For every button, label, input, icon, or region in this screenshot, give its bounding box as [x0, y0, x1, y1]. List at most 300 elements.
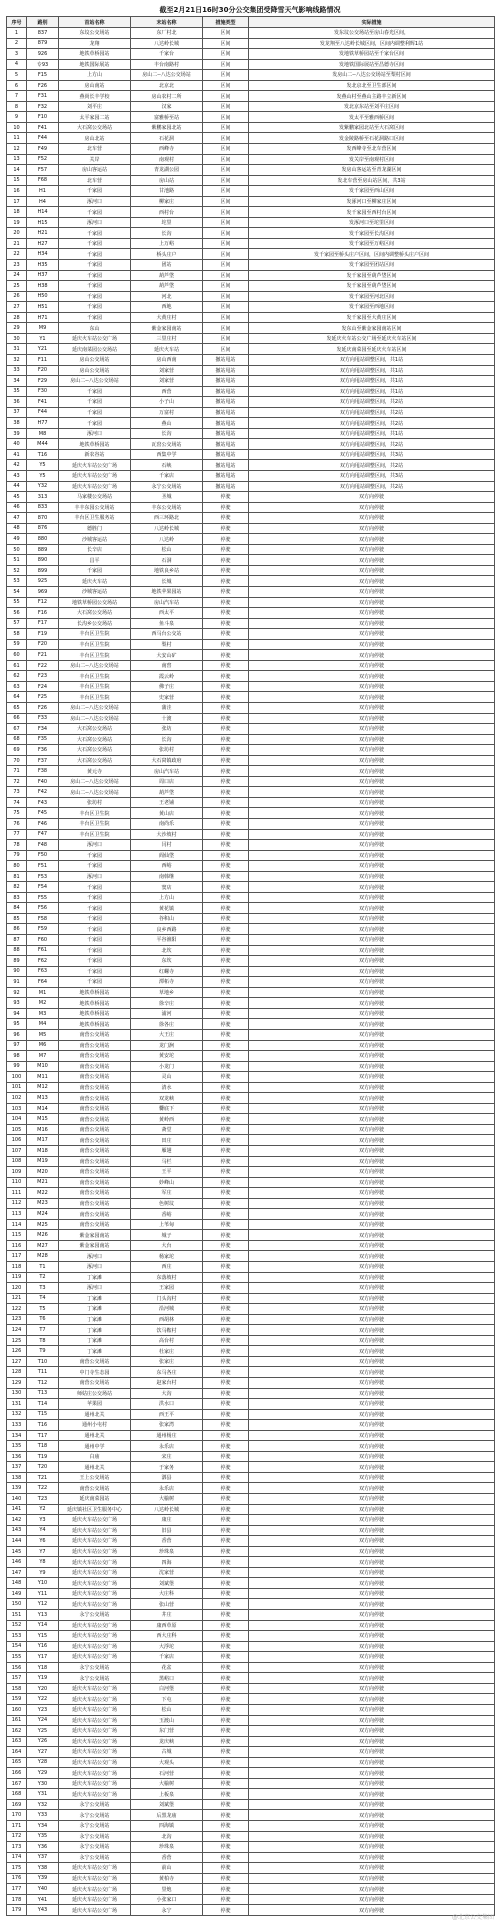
table-header-row [7, 17, 495, 28]
cell-route: F44 [27, 133, 59, 144]
cell-end: 四海 [131, 1557, 203, 1568]
cell-plan: 双方向停驶 [249, 987, 495, 998]
table-row [7, 238, 495, 249]
table-row [7, 492, 495, 503]
cell-plan: 双方向停驶 [249, 1494, 495, 1505]
cell-start: 房山公交场站 [59, 354, 131, 365]
cell-no: 139 [7, 1483, 27, 1494]
cell-end: 王平 [131, 1167, 203, 1178]
cell-type: 停驶 [203, 1620, 249, 1631]
cell-route: H34 [27, 249, 59, 260]
cell-end: 石洞 [131, 555, 203, 566]
cell-plan: 双方向停驶 [249, 1261, 495, 1272]
cell-plan: 发东坟公交场站至房山春光区间， [249, 28, 495, 39]
table-row [7, 1820, 495, 1831]
cell-no: 169 [7, 1799, 27, 1810]
cell-no: 121 [7, 1293, 27, 1304]
cell-start: 王上公交场站 [59, 1472, 131, 1483]
cell-no: 65 [7, 703, 27, 714]
table-row [7, 576, 495, 587]
cell-end: 永宁 [131, 1905, 203, 1916]
document-title: 截至2月21日16时30分公交集团受降雪天气影响线路情况 [159, 6, 341, 14]
cell-plan: 双方向停驶 [249, 945, 495, 956]
cell-start: 千家园 [59, 302, 131, 313]
cell-end: 良乡西路 [131, 924, 203, 935]
cell-no: 52 [7, 565, 27, 576]
cell-no: 10 [7, 122, 27, 133]
cell-plan: 发房山客运站至青龙湖区间 [249, 165, 495, 176]
cell-end: 汉家 [131, 101, 203, 112]
cell-no: 173 [7, 1842, 27, 1853]
cell-type: 停驶 [203, 1536, 249, 1547]
cell-end: 上方山 [131, 892, 203, 903]
cell-plan: 发北京北至卫生部区间 [249, 80, 495, 91]
cell-route: M28 [27, 1251, 59, 1262]
cell-route: 890 [27, 555, 59, 566]
cell-plan: 双方向停驶 [249, 1304, 495, 1315]
cell-route: Y12 [27, 1599, 59, 1610]
cell-end: 赵家台村 [131, 1378, 203, 1389]
cell-start: 紫金家园南站 [59, 1230, 131, 1241]
cell-no: 61 [7, 660, 27, 671]
table-row [7, 1715, 495, 1726]
cell-end: 饮马鞍村 [131, 1325, 203, 1336]
cell-type: 撤站甩站 [203, 354, 249, 365]
cell-type: 停驶 [203, 734, 249, 745]
cell-route: M23 [27, 1198, 59, 1209]
cell-no: 89 [7, 956, 27, 967]
cell-no: 27 [7, 302, 27, 313]
cell-start: 南营公交场站 [59, 1378, 131, 1389]
table-row [7, 1873, 495, 1884]
cell-route: T21 [27, 1472, 59, 1483]
table-row [7, 734, 495, 745]
cell-route: M9 [27, 323, 59, 334]
cell-route: M22 [27, 1188, 59, 1199]
cell-plan: 双方向停驶 [249, 1472, 495, 1483]
cell-type: 停驶 [203, 1103, 249, 1114]
cell-plan: 双方向停驶 [249, 1704, 495, 1715]
cell-type: 停驶 [203, 1135, 249, 1146]
cell-no: 84 [7, 903, 27, 914]
cell-start: 丁家滩 [59, 1335, 131, 1346]
table-row [7, 1304, 495, 1315]
cell-type: 停驶 [203, 1188, 249, 1199]
table-row [7, 660, 495, 671]
cell-plan: 发东山至紫金家园南站区间 [249, 323, 495, 334]
cell-start: 关岸 [59, 154, 131, 165]
cell-no: 174 [7, 1852, 27, 1863]
cell-end: 西地 [131, 302, 203, 313]
cell-type: 区间 [203, 112, 249, 123]
cell-end: 紫金家园南站 [131, 323, 203, 334]
cell-plan: 双方向停驶 [249, 1747, 495, 1758]
table-row [7, 1409, 495, 1420]
cell-type: 停驶 [203, 945, 249, 956]
cell-end: 团站 [131, 260, 203, 271]
cell-route: F17 [27, 618, 59, 629]
cell-route: H4 [27, 196, 59, 207]
cell-no: 134 [7, 1430, 27, 1441]
cell-end: 南窖 [131, 660, 203, 671]
cell-no: 48 [7, 523, 27, 534]
cell-type: 停驶 [203, 513, 249, 524]
cell-route: Y26 [27, 1736, 59, 1747]
cell-plan: 双方向停驶 [249, 1631, 495, 1642]
cell-route: T10 [27, 1356, 59, 1367]
cell-no: 133 [7, 1420, 27, 1431]
cell-start: 延庆火车站公交广场 [59, 481, 131, 492]
cell-plan: 双方向停驶 [249, 956, 495, 967]
cell-end: 城子 [131, 1230, 203, 1241]
table-row [7, 1272, 495, 1283]
cell-start: 南营公交场站 [59, 1356, 131, 1367]
table-row [7, 260, 495, 271]
cell-plan: 发太平至雅西桥区间 [249, 112, 495, 123]
cell-route: Y16 [27, 1641, 59, 1652]
table-row [7, 1504, 495, 1515]
cell-no: 32 [7, 354, 27, 365]
cell-route: H38 [27, 281, 59, 292]
cell-start: 房山客运站 [59, 165, 131, 176]
cell-plan: 发西峰寺至北车营区间 [249, 144, 495, 155]
cell-end: 周口店 [131, 776, 203, 787]
cell-start: 延庆火车站公交广场 [59, 1557, 131, 1568]
cell-plan: 双方向停驶 [249, 1156, 495, 1167]
cell-no: 91 [7, 977, 27, 988]
cell-route: M13 [27, 1093, 59, 1104]
cell-plan: 双方向停驶 [249, 1188, 495, 1199]
cell-route: Y43 [27, 1905, 59, 1916]
cell-plan: 双方向停驶 [249, 1451, 495, 1462]
table-row [7, 1515, 495, 1526]
cell-no: 153 [7, 1631, 27, 1642]
cell-type: 停驶 [203, 1167, 249, 1178]
cell-no: 136 [7, 1451, 27, 1462]
cell-start: 东山 [59, 323, 131, 334]
cell-type: 停驶 [203, 1261, 249, 1272]
cell-plan: 双方向停驶 [249, 1198, 495, 1209]
cell-start: 延庆火车站公交广场 [59, 1757, 131, 1768]
table-row [7, 80, 495, 91]
cell-type: 区间 [203, 91, 249, 102]
cell-end: 刘斌堡 [131, 1578, 203, 1589]
cell-route: F33 [27, 713, 59, 724]
cell-plan: 发地铁国际展站至昌德寺区间 [249, 59, 495, 70]
table-row [7, 523, 495, 534]
cell-no: 59 [7, 639, 27, 650]
cell-no: 13 [7, 154, 27, 165]
cell-plan: 双方向停驶 [249, 576, 495, 587]
cell-start: 延庆火车站公交广场 [59, 1884, 131, 1895]
cell-end: 佛子庄 [131, 681, 203, 692]
cell-plan: 双方向停驶 [249, 1356, 495, 1367]
cell-no: 157 [7, 1673, 27, 1684]
cell-type: 停驶 [203, 1546, 249, 1557]
cell-route: F41 [27, 122, 59, 133]
cell-start: 千家园 [59, 312, 131, 323]
table-row [7, 1778, 495, 1789]
cell-end: 谷积山 [131, 913, 203, 924]
cell-type: 停驶 [203, 1515, 249, 1526]
cell-end: 清水 [131, 1082, 203, 1093]
cell-end: 上万峪 [131, 238, 203, 249]
cell-plan: 双方向停驶 [249, 924, 495, 935]
cell-type: 停驶 [203, 1093, 249, 1104]
cell-no: 147 [7, 1567, 27, 1578]
cell-type: 停驶 [203, 819, 249, 830]
cell-plan: 双方向停驶 [249, 1430, 495, 1441]
cell-plan: 双方向停驶 [249, 1462, 495, 1473]
cell-start: 新农谷站 [59, 449, 131, 460]
cell-route: Y24 [27, 1715, 59, 1726]
cell-start: 沙城客运站 [59, 534, 131, 545]
table-row [7, 671, 495, 682]
cell-no: 135 [7, 1441, 27, 1452]
cell-route: F45 [27, 808, 59, 819]
cell-no: 126 [7, 1346, 27, 1357]
cell-no: 96 [7, 1029, 27, 1040]
cell-route: F50 [27, 850, 59, 861]
cell-start: 黄元寺 [59, 766, 131, 777]
cell-route: T18 [27, 1441, 59, 1452]
cell-no: 125 [7, 1335, 27, 1346]
cell-no: 166 [7, 1768, 27, 1779]
table-row [7, 987, 495, 998]
cell-end: 沈家营 [131, 1567, 203, 1578]
cell-end: 白河堡 [131, 1683, 203, 1694]
cell-type: 停驶 [203, 1863, 249, 1874]
table-row [7, 1863, 495, 1874]
cell-start: 千家园 [59, 913, 131, 924]
cell-end: 高台村 [131, 1335, 203, 1346]
cell-route: F11 [27, 354, 59, 365]
cell-end: 千家台 [131, 49, 203, 60]
cell-end: 东落坡村 [131, 1272, 203, 1283]
cell-route: F53 [27, 871, 59, 882]
cell-plan: 双方向停驶 [249, 1145, 495, 1156]
cell-plan: 双方向停驶 [249, 1093, 495, 1104]
cell-route: Y9 [27, 1567, 59, 1578]
cell-start: 丰台区卫生服务站 [59, 513, 131, 524]
table-row [7, 692, 495, 703]
cell-no: 122 [7, 1304, 27, 1315]
cell-no: 92 [7, 987, 27, 998]
table-row [7, 344, 495, 355]
cell-end: 上苇甸 [131, 1219, 203, 1230]
cell-no: 72 [7, 776, 27, 787]
cell-plan: 双方向停驶 [249, 766, 495, 777]
cell-type: 区间 [203, 133, 249, 144]
cell-start: 南营公交场站 [59, 1483, 131, 1494]
header-start: 首站名称 [59, 17, 131, 28]
table-row [7, 291, 495, 302]
cell-start: 地铁草桥园站 [59, 1019, 131, 1030]
cell-type: 撤站甩站 [203, 428, 249, 439]
cell-start: 延庆火车站公交广场 [59, 1894, 131, 1905]
cell-route: F43 [27, 797, 59, 808]
cell-route: T23 [27, 1494, 59, 1505]
table-row [7, 386, 495, 397]
cell-no: 85 [7, 913, 27, 924]
cell-route: F41 [27, 397, 59, 408]
cell-end: 闫村 [131, 840, 203, 851]
cell-type: 停驶 [203, 1578, 249, 1589]
table-row [7, 639, 495, 650]
cell-start: 永宁公交场站 [59, 1831, 131, 1842]
cell-type: 停驶 [203, 608, 249, 619]
table-row [7, 376, 495, 387]
cell-route: Y23 [27, 1704, 59, 1715]
cell-start: 延庆火车站公交广场 [59, 1694, 131, 1705]
table-row [7, 70, 495, 81]
cell-end: 蒲洼 [131, 703, 203, 714]
cell-no: 49 [7, 534, 27, 545]
cell-type: 停驶 [203, 1283, 249, 1294]
cell-type: 停驶 [203, 534, 249, 545]
cell-start: 延庆火车站公交广场 [59, 1567, 131, 1578]
cell-plan: 双方向停驶 [249, 1388, 495, 1399]
cell-route: F49 [27, 144, 59, 155]
cell-end: 富雅桥至站 [131, 112, 203, 123]
cell-route: M27 [27, 1240, 59, 1251]
table-row [7, 871, 495, 882]
table-row [7, 1124, 495, 1135]
cell-route: Y8 [27, 1557, 59, 1568]
cell-route: F26 [27, 80, 59, 91]
cell-start: 丰台区卫生院 [59, 681, 131, 692]
cell-type: 停驶 [203, 523, 249, 534]
cell-no: 155 [7, 1652, 27, 1663]
cell-route: T13 [27, 1388, 59, 1399]
cell-end: 色树坟 [131, 1198, 203, 1209]
cell-type: 停驶 [203, 1789, 249, 1800]
cell-end: 张坊 [131, 724, 203, 735]
cell-start: 延庆火车站公交广场 [59, 1747, 131, 1758]
cell-end: 大黄庄村 [131, 312, 203, 323]
cell-end: 地铁苹果园站 [131, 586, 203, 597]
cell-type: 停驶 [203, 1388, 249, 1399]
cell-route: T11 [27, 1367, 59, 1378]
cell-start: 千家园 [59, 386, 131, 397]
table-row [7, 1673, 495, 1684]
cell-no: 41 [7, 449, 27, 460]
table-row [7, 544, 495, 555]
cell-route: T5 [27, 1304, 59, 1315]
cell-start: 延庆南菜园公交场站 [59, 344, 131, 355]
cell-plan: 双方向停驶 [249, 681, 495, 692]
cell-no: 156 [7, 1662, 27, 1673]
cell-end: 梨村 [131, 639, 203, 650]
cell-start: 丰台区卫生院 [59, 808, 131, 819]
table-row [7, 861, 495, 872]
cell-plan: 双方向停驶 [249, 639, 495, 650]
table-row [7, 1451, 495, 1462]
cell-plan: 双方向停驶 [249, 1251, 495, 1262]
cell-end: 千家店 [131, 470, 203, 481]
cell-plan: 双方向停驶 [249, 1515, 495, 1526]
cell-type: 停驶 [203, 1061, 249, 1072]
cell-route: 879 [27, 38, 59, 49]
cell-start: 马家楼公交场站 [59, 492, 131, 503]
cell-no: 17 [7, 196, 27, 207]
cell-no: 43 [7, 470, 27, 481]
cell-start: 南营公交场站 [59, 1145, 131, 1156]
cell-type: 停驶 [203, 935, 249, 946]
table-row [7, 323, 495, 334]
cell-route: 870 [27, 513, 59, 524]
cell-plan: 双方向停驶 [249, 1736, 495, 1747]
cell-no: 31 [7, 344, 27, 355]
cell-route: F52 [27, 154, 59, 165]
cell-type: 撤站甩站 [203, 481, 249, 492]
cell-type: 停驶 [203, 1272, 249, 1283]
cell-route: F38 [27, 766, 59, 777]
cell-end: 葫芦垡 [131, 787, 203, 798]
cell-start: 延庆镇社区卫生服务中心 [59, 1504, 131, 1515]
cell-end: 房山汽车站 [131, 766, 203, 777]
cell-route: F32 [27, 101, 59, 112]
cell-no: 175 [7, 1863, 27, 1874]
cell-no: 19 [7, 217, 27, 228]
cell-end: 八达岭长城 [131, 1504, 203, 1515]
cell-no: 60 [7, 650, 27, 661]
table-row [7, 207, 495, 218]
cell-plan: 发北京东站至刘平庄区间 [249, 101, 495, 112]
cell-start: 大石窝公交场站 [59, 745, 131, 756]
table-row [7, 787, 495, 798]
cell-start: 刘平庄 [59, 101, 131, 112]
cell-route: H1 [27, 186, 59, 197]
cell-plan: 双方向停驶 [249, 1346, 495, 1357]
table-row [7, 724, 495, 735]
cell-no: 42 [7, 460, 27, 471]
table-row [7, 1567, 495, 1578]
cell-no: 143 [7, 1525, 27, 1536]
cell-plan: 双方向停驶 [249, 1842, 495, 1853]
cell-type: 撤站甩站 [203, 376, 249, 387]
cell-no: 37 [7, 407, 27, 418]
table-row [7, 407, 495, 418]
cell-start: 地铁草桥园公交场站 [59, 597, 131, 608]
cell-no: 142 [7, 1515, 27, 1526]
cell-plan: 发龙翔至八达岭长城区间，区间内调整利辉1站 [249, 38, 495, 49]
table-row [7, 555, 495, 566]
table-row [7, 228, 495, 239]
cell-no: 45 [7, 492, 27, 503]
cell-plan: 发燕山村至燕山主路丰立新区间 [249, 91, 495, 102]
cell-route: H35 [27, 260, 59, 271]
cell-no: 81 [7, 871, 27, 882]
cell-end: 地铁良乡站 [131, 565, 203, 576]
cell-type: 停驶 [203, 492, 249, 503]
cell-plan: 双方向停驶 [249, 1799, 495, 1810]
cell-end: 紫鹏家园北站 [131, 122, 203, 133]
cell-start: 地铁草桥园站 [59, 987, 131, 998]
cell-start: 房山二--八达公交场站 [59, 703, 131, 714]
cell-plan: 双方向停驶 [249, 565, 495, 576]
table-row [7, 1620, 495, 1631]
cell-route: T7 [27, 1325, 59, 1336]
cell-type: 停驶 [203, 544, 249, 555]
cell-route: F58 [27, 913, 59, 924]
table-row [7, 618, 495, 629]
cell-end: 张家湾 [131, 1420, 203, 1431]
table-row [7, 797, 495, 808]
cell-start: 千家园 [59, 186, 131, 197]
cell-end: 田庄 [131, 1135, 203, 1146]
cell-start: 房山二--八达公交场站 [59, 787, 131, 798]
